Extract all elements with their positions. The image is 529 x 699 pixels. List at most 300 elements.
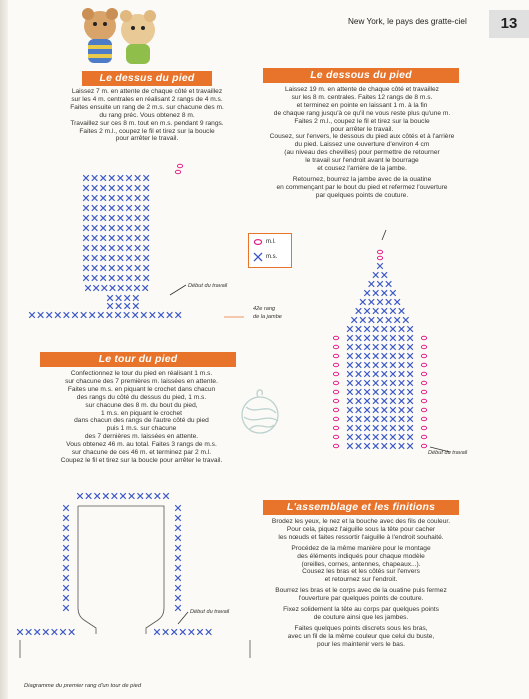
stitch-ms-mark: [364, 362, 370, 368]
stitch-ms-mark: [390, 416, 396, 422]
stitch-ms-mark: [109, 215, 115, 221]
stitch-ms-mark: [126, 285, 132, 291]
stitch-ml-mark: [377, 250, 382, 253]
stitch-ms-mark: [390, 362, 396, 368]
stitch-ms-mark: [63, 525, 69, 531]
stitch-ms-mark: [83, 205, 89, 211]
stitch-ms-mark: [399, 398, 405, 404]
stitch-ms-mark: [399, 308, 405, 314]
stitch-ml-mark: [333, 372, 338, 375]
stitch-ms-mark: [100, 205, 106, 211]
stitch-ms-mark: [175, 585, 181, 591]
stitch-ms-mark: [83, 175, 89, 181]
stitch-ms-mark: [390, 290, 396, 296]
stitch-ms-mark: [163, 629, 169, 635]
stitch-ms-mark: [126, 175, 132, 181]
stitch-ms-mark: [143, 205, 149, 211]
stitch-ms-mark: [126, 215, 132, 221]
stitch-ms-mark: [118, 185, 124, 191]
stitch-ms-mark: [382, 434, 388, 440]
stitch-ms-mark: [382, 371, 388, 377]
dessous-debut-label: Début du travail: [428, 450, 468, 456]
stitch-ms-mark: [126, 275, 132, 281]
stitch-ms-mark: [377, 281, 383, 287]
stitch-ms-mark: [377, 317, 383, 323]
stitch-ms-mark: [382, 353, 388, 359]
stitch-ms-mark: [175, 312, 181, 318]
stitch-ms-mark: [77, 493, 83, 499]
stitch-ms-mark: [135, 195, 141, 201]
stitch-ms-mark: [81, 312, 87, 318]
stitch-ms-mark: [60, 629, 66, 635]
stitch-ms-mark: [63, 505, 69, 511]
stitch-ms-mark: [175, 515, 181, 521]
stitch-ms-mark: [63, 605, 69, 611]
stitch-ms-mark: [100, 235, 106, 241]
stitch-ms-mark: [63, 575, 69, 581]
stitch-ms-mark: [399, 380, 405, 386]
stitch-ms-mark: [373, 272, 379, 278]
stitch-ms-mark: [386, 281, 392, 287]
yarn-ball-illustration: [236, 385, 284, 443]
stitch-ms-mark: [399, 407, 405, 413]
section-title-tour: Le tour du pied: [40, 352, 236, 367]
stitch-ms-mark: [83, 195, 89, 201]
stitch-ms-mark: [390, 407, 396, 413]
stitch-ml-mark: [421, 372, 426, 375]
stitch-ms-mark: [347, 335, 353, 341]
stitch-ms-mark: [135, 235, 141, 241]
stitch-ms-mark: [356, 389, 362, 395]
stitch-ms-mark: [347, 389, 353, 395]
stitch-ms-mark: [373, 308, 379, 314]
stitch-ms-mark: [382, 380, 388, 386]
stitch-ms-mark: [109, 225, 115, 231]
dessous-chart: [300, 222, 460, 472]
stitch-ms-mark: [386, 317, 392, 323]
stitch-ms-mark: [373, 290, 379, 296]
stitch-ms-mark: [38, 312, 44, 318]
stitch-ms-mark: [407, 344, 413, 350]
stitch-ms-mark: [143, 245, 149, 251]
stitch-ms-mark: [407, 380, 413, 386]
stitch-ms-mark: [83, 215, 89, 221]
stitch-ms-mark: [364, 407, 370, 413]
tip-pointer-line: [382, 230, 386, 240]
stitch-ms-mark: [399, 425, 405, 431]
stitch-ms-mark: [133, 303, 139, 309]
stitch-ms-mark: [373, 326, 379, 332]
stitch-ms-mark: [373, 335, 379, 341]
stitch-ml-mark: [333, 336, 338, 339]
stitch-ms-mark: [175, 505, 181, 511]
stitch-ms-mark: [373, 398, 379, 404]
stitch-ms-mark: [360, 317, 366, 323]
stitch-ms-mark: [189, 629, 195, 635]
dessus-chart: [20, 160, 270, 330]
stitch-ms-mark: [85, 285, 91, 291]
stitch-ml-mark: [421, 435, 426, 438]
stitch-ms-mark: [143, 235, 149, 241]
stitch-ms-mark: [143, 225, 149, 231]
stitch-ms-mark: [43, 629, 49, 635]
stitch-ms-mark: [175, 555, 181, 561]
stitch-ms-mark: [364, 434, 370, 440]
stitch-ms-mark: [83, 185, 89, 191]
stitch-ms-mark: [382, 425, 388, 431]
stitch-ml-mark: [333, 399, 338, 402]
stitch-ms-mark: [390, 371, 396, 377]
stitch-ms-mark: [83, 265, 89, 271]
stitch-ms-mark: [126, 185, 132, 191]
tour-caption: Diagramme du premier rang d'un tour de pied: [24, 683, 142, 689]
stitch-ms-mark: [175, 545, 181, 551]
stitch-ms-mark: [143, 195, 149, 201]
stitch-ms-mark: [100, 275, 106, 281]
stitch-ms-mark: [382, 362, 388, 368]
stitch-ms-mark: [382, 407, 388, 413]
stitch-ms-mark: [100, 175, 106, 181]
stitch-ms-mark: [129, 493, 135, 499]
stitch-ms-mark: [369, 281, 375, 287]
stitch-ms-mark: [382, 398, 388, 404]
stitch-ms-mark: [135, 205, 141, 211]
stitch-ms-mark: [175, 595, 181, 601]
stitch-ms-mark: [135, 225, 141, 231]
stitch-ms-mark: [118, 225, 124, 231]
stitch-ms-mark: [93, 285, 99, 291]
stitch-ms-mark: [135, 265, 141, 271]
stitch-ms-mark: [407, 434, 413, 440]
stitch-ms-mark: [124, 295, 130, 301]
stitch-ms-mark: [390, 380, 396, 386]
stitch-ms-mark: [72, 312, 78, 318]
stitch-ms-mark: [382, 389, 388, 395]
stitch-ms-mark: [98, 312, 104, 318]
stitch-ms-mark: [407, 362, 413, 368]
stitch-ms-mark: [356, 407, 362, 413]
stitch-ms-mark: [399, 434, 405, 440]
stitch-ms-mark: [126, 195, 132, 201]
stitch-ms-mark: [206, 629, 212, 635]
stitch-ms-mark: [399, 443, 405, 449]
stitch-ml-mark: [333, 354, 338, 357]
stitch-ms-mark: [390, 344, 396, 350]
stitch-ms-mark: [390, 326, 396, 332]
stitch-ms-mark: [143, 185, 149, 191]
stitch-ms-mark: [407, 389, 413, 395]
stitch-ms-mark: [92, 215, 98, 221]
stitch-ms-mark: [407, 398, 413, 404]
stitch-ms-mark: [390, 308, 396, 314]
stitch-ms-mark: [394, 299, 400, 305]
stitch-ml-mark: [333, 426, 338, 429]
stitch-ms-mark: [373, 407, 379, 413]
stitch-ml-mark: [421, 390, 426, 393]
assemblage-instructions: Brodez les yeux, le nez et la bouche avec des fils de couleur. Pour cela, piquez l'aiguille sous la tête pour cacher les nœuds et faites ressortir l'aiguille à l'endroit souhaité. Procédez de la même manière pour le montage des éléments indiqués pour chaque modèle (oreilles, cornes, antennes, chapeaux...). Cousez les bras et les côtés sur l'envers et retournez sur l'endroit. Bourrez les bras et le corps avec de la ouatine puis fermez l'ouverture par quelques points de couture. Fixez solidement la tête au corps par quelques points de couture ainsi que les jambes. Faites quelques points discrets sous les bras, avec un fil de la même couleur que celui du buste, pour les maintenir vers le bas.: [271, 518, 451, 648]
section-title-dessous: Le dessous du pied: [263, 68, 459, 83]
tour-outline-left: [78, 506, 96, 634]
stitch-ms-mark: [103, 493, 109, 499]
stitch-ms-mark: [83, 275, 89, 281]
debut-pointer-line: [170, 285, 186, 295]
stitch-legend: [248, 233, 292, 268]
stitch-ms-mark: [347, 434, 353, 440]
dessous-instructions: Laissez 19 m. en attente de chaque côté et travaillez sur les 8 m. centrales. Faites 12 rangs de 8 m.s. et terminez en pointe en laissant 1 m. à la fin de chaque rang jusqu'à ce qu'il ne vous reste plus qu'une m. Faites 2 m.l., coupez le fil et tirez sur la boucle pour arrêter le travail. Cousez, sur l'envers, le dessous du pied aux côtés et à l'arrière du pied. Laissez une ouverture d'environ 4 cm (au niveau des chevilles) pour permettre de retourner le travail sur l'endroit avant le bourrage et cousez l'arrière de la jambe. Retournez, bourrez la jambe avec de la ouatine en commençant par le bout du pied et refermez l'ouverture par quelques points de couture.: [269, 86, 455, 199]
legend-item-ms: m.s.: [253, 252, 277, 262]
stitch-ms-mark: [382, 290, 388, 296]
stitch-ms-mark: [347, 326, 353, 332]
stitch-ms-mark: [150, 312, 156, 318]
section-title-dessus: Le dessus du pied: [82, 71, 212, 86]
stitch-ms-mark: [382, 335, 388, 341]
stitch-ml-mark: [333, 408, 338, 411]
stitch-ms-mark: [377, 263, 383, 269]
stitch-ms-mark: [109, 265, 115, 271]
stitch-ms-mark: [29, 312, 35, 318]
stitch-ms-mark: [364, 335, 370, 341]
stitch-ms-mark: [143, 215, 149, 221]
stitch-ms-mark: [403, 317, 409, 323]
dessus-instructions: Laissez 7 m. en attente de chaque côté et travaillez sur les 4 m. centrales en réalisant 2 rangs de 4 m.s. Faites ensuite un rang de 2 m.s. sur chacune des m. du rang préc. Vous obtenez 8 m. Travaillez sur ces 8 m. tout en m.s. pendant 9 rangs. Faites 2 m.l., coupez le fil et tirez sur la boucle pour arrêter le travail.: [70, 88, 224, 143]
stitch-ms-mark: [382, 308, 388, 314]
stitch-ms-mark: [100, 195, 106, 201]
stitch-ms-mark: [126, 265, 132, 271]
stitch-ms-mark: [373, 380, 379, 386]
stitch-ms-mark: [64, 312, 70, 318]
stitch-ms-mark: [197, 629, 203, 635]
stitch-ms-mark: [373, 362, 379, 368]
stitch-ms-mark: [133, 295, 139, 301]
stitch-ms-mark: [120, 493, 126, 499]
stitch-ms-mark: [356, 326, 362, 332]
stitch-ms-mark: [356, 344, 362, 350]
stitch-ms-mark: [167, 312, 173, 318]
tour-outline-bottom: [20, 640, 250, 658]
stitch-ms-mark: [115, 312, 121, 318]
stitch-ms-mark: [69, 629, 75, 635]
stitch-ms-mark: [407, 443, 413, 449]
stitch-ms-mark: [89, 312, 95, 318]
stitch-ms-mark: [110, 285, 116, 291]
stitch-ms-mark: [356, 362, 362, 368]
stitch-ms-mark: [63, 565, 69, 571]
stitch-ms-mark: [109, 195, 115, 201]
stitch-ms-mark: [399, 416, 405, 422]
stitch-ms-mark: [377, 299, 383, 305]
stitch-ms-mark: [118, 245, 124, 251]
stitch-ml-mark: [421, 336, 426, 339]
stitch-ms-mark: [100, 185, 106, 191]
stitch-ms-mark: [364, 416, 370, 422]
stitch-ms-mark: [407, 407, 413, 413]
stitch-ms-mark: [124, 312, 130, 318]
stitch-ml-mark: [421, 399, 426, 402]
stitch-ms-mark: [356, 308, 362, 314]
stitch-ms-mark: [107, 303, 113, 309]
stitch-ms-mark: [63, 545, 69, 551]
stitch-ml-mark: [421, 345, 426, 348]
tour-debut-label: Début du travail: [190, 609, 230, 615]
stitch-ms-mark: [394, 317, 400, 323]
stitch-ms-mark: [351, 317, 357, 323]
toy-illustration: [70, 4, 170, 66]
stitch-ms-mark: [83, 255, 89, 261]
stitch-ms-mark: [109, 275, 115, 281]
stitch-ms-mark: [364, 398, 370, 404]
stitch-ms-mark: [92, 195, 98, 201]
stitch-ms-mark: [92, 275, 98, 281]
stitch-ms-mark: [141, 312, 147, 318]
stitch-ms-mark: [382, 272, 388, 278]
stitch-ms-mark: [364, 443, 370, 449]
stitch-ms-mark: [118, 195, 124, 201]
stitch-ms-mark: [369, 317, 375, 323]
running-title: New York, le pays des gratte-ciel: [348, 17, 467, 26]
stitch-ms-mark: [356, 434, 362, 440]
stitch-ms-mark: [407, 353, 413, 359]
stitch-ms-mark: [83, 235, 89, 241]
stitch-ms-mark: [52, 629, 58, 635]
stitch-ms-mark: [373, 434, 379, 440]
stitch-ms-mark: [118, 265, 124, 271]
stitch-ms-mark: [356, 353, 362, 359]
stitch-ms-mark: [171, 629, 177, 635]
stitch-ms-mark: [92, 225, 98, 231]
stitch-ms-mark: [92, 265, 98, 271]
stitch-ms-mark: [399, 335, 405, 341]
stitch-ml-mark: [421, 417, 426, 420]
stitch-ms-mark: [399, 389, 405, 395]
stitch-ms-mark: [100, 255, 106, 261]
stitch-ms-mark: [364, 308, 370, 314]
stitch-ms-mark: [100, 245, 106, 251]
stitch-ml-mark: [333, 435, 338, 438]
tour-outline-right: [78, 506, 164, 634]
stitch-ms-mark: [109, 185, 115, 191]
dessus-rang-label-1: 42e rang: [253, 306, 276, 312]
stitch-ms-mark: [356, 416, 362, 422]
stitch-ms-mark: [390, 353, 396, 359]
stitch-ms-mark: [356, 335, 362, 341]
stitch-ms-mark: [347, 425, 353, 431]
stitch-ms-mark: [100, 225, 106, 231]
stitch-ms-mark: [399, 362, 405, 368]
stitch-ms-mark: [356, 380, 362, 386]
stitch-ml-mark: [175, 170, 180, 173]
stitch-ms-mark: [390, 434, 396, 440]
stitch-ms-mark: [390, 335, 396, 341]
stitch-ms-mark: [364, 380, 370, 386]
stitch-ms-mark: [118, 175, 124, 181]
legend-item-ml: m.l.: [253, 238, 276, 246]
stitch-ms-mark: [373, 371, 379, 377]
stitch-ms-mark: [399, 353, 405, 359]
stitch-ms-mark: [86, 493, 92, 499]
stitch-ml-mark: [333, 417, 338, 420]
stitch-ms-mark: [92, 235, 98, 241]
stitch-ms-mark: [180, 629, 186, 635]
stitch-ms-mark: [118, 275, 124, 281]
stitch-ms-mark: [399, 326, 405, 332]
stitch-ms-mark: [126, 235, 132, 241]
stitch-ms-mark: [143, 265, 149, 271]
stitch-ms-mark: [126, 255, 132, 261]
stitch-ml-mark: [377, 256, 382, 259]
stitch-ms-mark: [118, 205, 124, 211]
stitch-ms-mark: [373, 416, 379, 422]
stitch-ms-mark: [390, 443, 396, 449]
stitch-ms-mark: [373, 389, 379, 395]
stitch-ms-mark: [347, 380, 353, 386]
stitch-ms-mark: [143, 255, 149, 261]
stitch-ms-mark: [83, 225, 89, 231]
stitch-ms-mark: [154, 629, 160, 635]
stitch-ms-mark: [175, 525, 181, 531]
stitch-ms-mark: [26, 629, 32, 635]
stitch-ms-mark: [132, 312, 138, 318]
stitch-ms-mark: [382, 416, 388, 422]
stitch-ms-mark: [373, 425, 379, 431]
stitch-ms-mark: [407, 326, 413, 332]
stitch-ms-mark: [126, 245, 132, 251]
stitch-ms-mark: [143, 275, 149, 281]
stitch-ml-mark: [333, 363, 338, 366]
stitch-ms-mark: [135, 255, 141, 261]
stitch-ms-mark: [364, 290, 370, 296]
stitch-ml-mark: [421, 381, 426, 384]
stitch-ms-mark: [100, 265, 106, 271]
stitch-ms-mark: [399, 371, 405, 377]
stitch-ms-mark: [63, 585, 69, 591]
section-title-assemblage: L'assemblage et les finitions: [263, 500, 459, 515]
stitch-ms-mark: [46, 312, 52, 318]
stitch-ms-mark: [126, 205, 132, 211]
stitch-ms-mark: [347, 362, 353, 368]
stitch-ms-mark: [407, 425, 413, 431]
stitch-ms-mark: [135, 175, 141, 181]
stitch-ms-mark: [175, 535, 181, 541]
stitch-ms-mark: [94, 493, 100, 499]
stitch-ms-mark: [100, 215, 106, 221]
debut-pointer-line: [178, 612, 188, 624]
stitch-ms-mark: [382, 326, 388, 332]
stitch-ms-mark: [364, 344, 370, 350]
stitch-ms-mark: [92, 205, 98, 211]
stitch-ms-mark: [109, 205, 115, 211]
stitch-ml-mark: [421, 444, 426, 447]
stitch-ms-mark: [17, 629, 23, 635]
stitch-ms-mark: [347, 344, 353, 350]
stitch-ms-mark: [116, 295, 122, 301]
stitch-ms-mark: [386, 299, 392, 305]
dessus-debut-label: Début du travail: [188, 283, 228, 289]
stitch-ms-mark: [134, 285, 140, 291]
stitch-ms-mark: [63, 515, 69, 521]
stitch-ms-mark: [373, 353, 379, 359]
stitch-ms-mark: [92, 185, 98, 191]
stitch-ms-mark: [92, 245, 98, 251]
stitch-ms-mark: [92, 255, 98, 261]
stitch-ms-mark: [347, 353, 353, 359]
stitch-ms-mark: [347, 371, 353, 377]
stitch-ms-mark: [83, 245, 89, 251]
stitch-ms-mark: [347, 443, 353, 449]
stitch-ms-mark: [407, 416, 413, 422]
stitch-ml-mark: [421, 426, 426, 429]
stitch-ms-mark: [364, 425, 370, 431]
stitch-ms-mark: [175, 575, 181, 581]
